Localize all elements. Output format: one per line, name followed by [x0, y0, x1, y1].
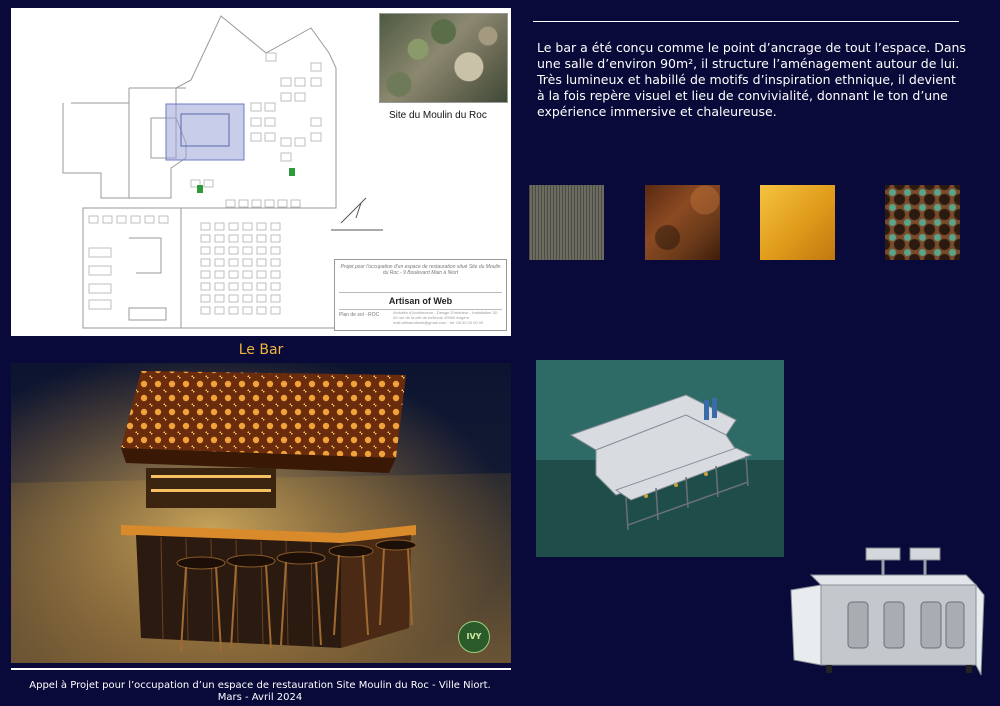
title-block-plan-name: Plan de sol - ROC	[339, 312, 380, 318]
title-block-brand: Artisan of Web	[339, 292, 502, 310]
material-swatch-grey-fabric	[529, 185, 604, 260]
site-label: Site du Moulin du Roc	[389, 110, 487, 121]
bar-equipment-drawing	[536, 360, 784, 557]
title-block	[334, 259, 507, 331]
bar-zone-highlight	[166, 104, 244, 160]
top-divider	[533, 21, 959, 22]
footer-divider	[11, 668, 511, 670]
floor-plan	[11, 8, 511, 336]
material-swatch-rust-metal	[645, 185, 720, 260]
footer-dates: Mars - Avril 2024	[217, 692, 303, 703]
bar-equipment-render	[536, 360, 784, 557]
footer	[0, 680, 520, 704]
bar-description: Le bar a été conçu comme le point d’ancrage de tout l’espace. Dans une salle d’environ 90m², il structure l’aménagement autour de lui. Très lumineux et habillé de motifs d’inspiration ethnique, il devient à la fois repère visuel et lieu de convivialité, donnant le ton d’une expérience immersive et chaleureuse.	[537, 40, 966, 119]
ivy-logo: IVY	[458, 621, 490, 653]
satellite-map-image	[379, 13, 508, 103]
section-title: Le Bar	[238, 342, 284, 358]
bar-render-image	[11, 363, 511, 663]
beer-cooler-render	[786, 540, 986, 690]
exit-sign-icon	[197, 185, 203, 193]
beer-cooler-drawing	[786, 540, 986, 690]
title-block-contact: Activités d'Architecture - Design D'intérieur - Installation 3D 40 rue de la cité de bellevue 49000 Angers mail.artisanofweb@gmail.com - tel: 06 00 00 00 00	[393, 310, 498, 325]
exit-sign-icon	[289, 168, 295, 176]
footer-title: Appel à Projet pour l’occupation d’un espace de restauration Site Moulin du Roc - Ville Niort.	[29, 680, 491, 691]
bar-render-drawing	[11, 363, 511, 663]
north-arrow-icon	[331, 198, 383, 230]
title-block-description: Projet pour l'occupation d'un espace de restauration situé Site du Moulin du Roc - 9 Boulevard Main à Niort	[340, 264, 501, 276]
material-swatch-gold	[760, 185, 835, 260]
material-swatch-ethnic-pattern	[885, 185, 960, 260]
